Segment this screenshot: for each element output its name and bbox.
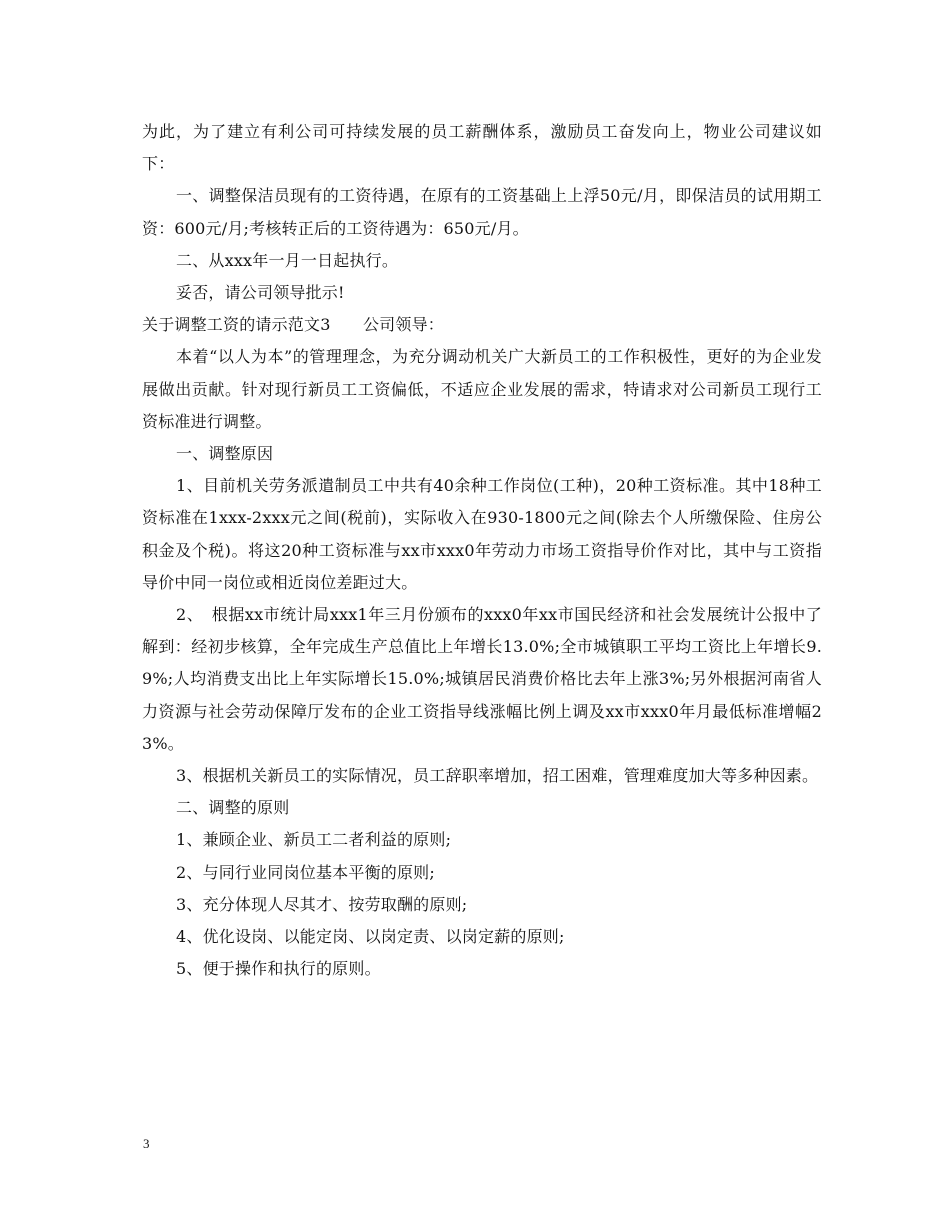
paragraph: 2、 根据xx市统计局xxx1年三月份颁布的xxx0年xx市国民经济和社会发展统计公报中了解到：经初步核算，全年完成生产总值比上年增长13.0%;全市城镇职工平均工资比上年增长9.9%;人均消费支出比上年实际增长15.0%;城镇居民消费价格比去年上涨3%;另外根据河南省人力资源与社会劳动保障厅发布的企业工资指导线涨幅比例上调及xx市xxx0年月最低标准增幅23%。 xyxy=(142,605,822,753)
paragraph: 3、充分体现人尽其才、按劳取酬的原则; xyxy=(176,894,468,914)
paragraph: 1、目前机关劳务派遣制员工中共有40余种工作岗位(工种)，20种工资标准。其中18种工资标准在1xxx-2xxx元之间(税前)，实际收入在930-1800元之间(除去个人所缴保险、住房公积金及个税)。将这20种工资标准与xx市xxx0年劳动力市场工资指导价作对比，其中与工资指导价中同一岗位或相近岗位差距过大。 xyxy=(142,476,822,592)
paragraph: 本着“以人为本”的管理理念，为充分调动机关广大新员工的工作积极性，更好的为企业发展做出贡献。针对现行新员工工资偏低，不适应企业发展的需求，特请求对公司新员工现行工资标准进行调整。 xyxy=(142,347,822,431)
paragraph: 妥否，请公司领导批示! xyxy=(176,283,345,303)
paragraph: 一、调整原因 xyxy=(176,444,274,464)
paragraph: 二、调整的原则 xyxy=(176,798,290,818)
section-heading: 关于调整工资的请示范文3 公司领导： xyxy=(142,315,444,335)
paragraph: 1、兼顾企业、新员工二者利益的原则; xyxy=(176,830,452,850)
paragraph: 5、便于操作和执行的原则。 xyxy=(176,959,381,979)
paragraph: 一、调整保洁员现有的工资待遇，在原有的工资基础上上浮50元/月，即保洁员的试用期工资：600元/月;考核转正后的工资待遇为：650元/月。 xyxy=(142,186,822,238)
paragraph: 3、根据机关新员工的实际情况，员工辞职率增加，招工困难，管理难度加大等多种因素。 xyxy=(176,766,819,786)
document-body xyxy=(142,116,822,985)
paragraph: 4、优化设岗、以能定岗、以岗定责、以岗定薪的原则; xyxy=(176,927,565,947)
page-number: 3 xyxy=(143,1136,150,1151)
paragraph: 2、与同行业同岗位基本平衡的原则; xyxy=(176,862,435,882)
paragraph: 二、从xxx年一月一日起执行。 xyxy=(176,250,399,270)
paragraph: 为此，为了建立有利公司可持续发展的员工薪酬体系，激励员工奋发向上，物业公司建议如下： xyxy=(142,122,822,174)
